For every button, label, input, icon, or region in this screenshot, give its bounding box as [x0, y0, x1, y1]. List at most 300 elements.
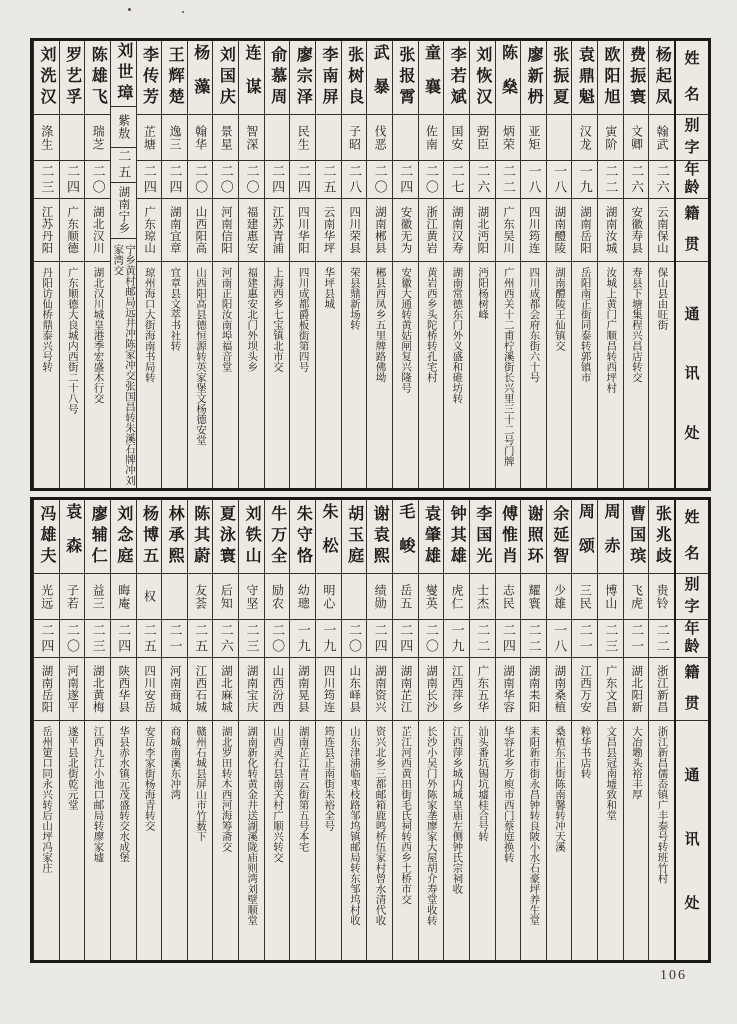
entry-address: 湖南醴陵王仙镇交 [553, 267, 565, 351]
entry-age: 二八 [347, 163, 362, 196]
entry-native-place: 广东吴川 [502, 206, 515, 254]
entry-name: 张兆歧 [653, 505, 671, 568]
entry-address: 寿县下塘集程兴昌店转交 [630, 267, 642, 383]
entry-age: 二四 [64, 163, 80, 196]
entry-age: 二一 [167, 622, 183, 655]
entry-name: 刘念庭 [114, 505, 132, 568]
entry-column [341, 41, 367, 488]
entry-address: 福建惠安北门外坝头乡 [246, 267, 258, 372]
entry-native-place: 江西万安 [578, 665, 591, 713]
entry-name: 费振寰 [627, 46, 645, 109]
entry-name: 冯雄夫 [37, 505, 55, 568]
entry-courtesy-name: 弼臣 [475, 124, 490, 151]
entry-column [392, 41, 418, 488]
entry-name: 刘洗汉 [37, 46, 55, 109]
entry-column [212, 41, 238, 488]
entry-native-place: 江苏丹阳 [40, 206, 53, 254]
entry-courtesy-name: 飞虎 [629, 583, 644, 610]
directory-table-bottom [30, 497, 711, 963]
entry-column [84, 500, 110, 960]
entry-courtesy-name: 佐南 [424, 124, 439, 151]
entry-name: 袁鼎魁 [576, 46, 594, 109]
entry-courtesy-name: 汉龙 [578, 124, 593, 151]
entry-column [136, 41, 162, 488]
entry-native-place: 湖南芷江 [399, 665, 412, 713]
entry-column [161, 500, 187, 960]
entry-name: 李若斌 [448, 46, 466, 109]
entry-address: 丹阳访仙桥鼎泰兴号转 [41, 267, 53, 372]
header-native-place: 籍 贯 [676, 658, 708, 721]
entry-native-place: 四川筠连 [527, 206, 540, 254]
entry-column [648, 41, 674, 488]
entry-native-place: 湖南汝城 [604, 206, 617, 254]
entry-courtesy-name: 紫敖 [116, 114, 131, 141]
entry-native-place: 浙江新昌 [655, 665, 668, 713]
entry-age: 一九 [321, 622, 337, 655]
entry-age: 二二 [654, 622, 670, 655]
header-address: 通 讯 处 [684, 768, 700, 912]
directory-table-top [30, 38, 711, 491]
entry-native-place: 湖南宜章 [168, 206, 181, 254]
entry-address: 赣州石城县屏山市竹薮下 [195, 726, 207, 842]
entry-name: 毛峻 [396, 502, 414, 571]
entry-column [623, 500, 649, 960]
entry-courtesy-name: 士杰 [475, 583, 490, 610]
entry-courtesy-name: 耀寰 [526, 583, 541, 610]
entry-column [33, 41, 59, 488]
entry-native-place: 云南华坪 [322, 206, 335, 254]
entry-name: 牛万全 [268, 505, 286, 568]
entry-native-place: 湖南宝庆 [245, 665, 258, 713]
entry-age: 一八 [552, 163, 568, 196]
entry-native-place: 河南信阳 [219, 206, 232, 254]
entry-age: 二〇 [193, 163, 209, 196]
entry-native-place: 湖南醴陵 [553, 206, 566, 254]
entry-courtesy-name: 逸三 [167, 124, 182, 151]
header-column [674, 41, 708, 488]
entry-age: 二六 [629, 163, 645, 196]
entry-native-place: 山东峄县 [348, 665, 361, 713]
entry-address: 华县赤水镇元茂盛转交水成堡 [118, 726, 130, 863]
entry-native-place: 湖南长沙 [425, 665, 438, 713]
entry-column [520, 41, 546, 488]
entry-courtesy-name: 绩勋 [373, 583, 388, 610]
entry-name: 周颂 [576, 502, 594, 571]
entry-age: 二四 [398, 163, 414, 196]
entry-name: 谢照环 [525, 505, 543, 568]
entry-column [366, 41, 392, 488]
entry-age: 二〇 [423, 163, 439, 196]
entry-native-place: 广东五华 [476, 665, 489, 713]
entry-age: 二四 [39, 622, 55, 655]
entry-column [546, 500, 572, 960]
entry-native-place: 河南遂平 [66, 665, 79, 713]
entry-address: 长沙小吴门外陈家垄廖家大屋胡介寿堂收转 [425, 726, 437, 926]
entry-address: 岳州筻口同永兴转后山坪冯家庄 [41, 726, 53, 873]
entry-native-place: 湖南耒阳 [527, 665, 540, 713]
entry-courtesy-name: 明心 [321, 583, 336, 610]
entry-native-place: 浙江黄岩 [425, 206, 438, 254]
entry-name: 武暴 [371, 43, 389, 112]
entry-age: 二四 [398, 622, 414, 655]
entry-column [571, 41, 597, 488]
entry-age: 二〇 [270, 622, 286, 655]
header-column [674, 500, 708, 960]
entry-courtesy-name: 子昭 [347, 124, 362, 151]
page-number: 106 [660, 968, 687, 983]
entry-courtesy-name: 益三 [91, 583, 106, 610]
entry-address: 保山县由旺街 [656, 267, 668, 330]
entry-address: 安岳李家街杨海青转交 [143, 726, 155, 831]
entry-name: 廖新枬 [525, 46, 543, 109]
entry-address: 耒阳新市街永昌钟转良陂小水石豪坪养生堂 [528, 726, 540, 926]
entry-age: 二三 [244, 622, 260, 655]
entry-native-place: 广东琼山 [143, 206, 156, 254]
entry-column [469, 500, 495, 960]
entry-courtesy-name: 燮英 [424, 583, 439, 610]
entry-name: 廖宗泽 [294, 46, 312, 109]
entry-courtesy-name: 子若 [65, 583, 80, 610]
entry-age: 二二 [526, 622, 542, 655]
entry-address: 四川成都会府东街六十号 [528, 267, 540, 383]
entry-name: 胡玉庭 [345, 505, 363, 568]
entry-courtesy-name: 岳五 [398, 583, 413, 610]
entry-native-place: 四川荣县 [348, 206, 361, 254]
entry-name: 余延智 [550, 505, 568, 568]
entry-age: 二三 [39, 163, 55, 196]
entry-column [597, 500, 623, 960]
entry-address: 桑植东正街陈南馨转冲天溪 [553, 726, 565, 852]
entry-address: 岳阳南正街同泰转郭镇市 [579, 267, 591, 383]
entry-age: 二四 [270, 163, 286, 196]
entry-courtesy-name: 文卿 [629, 124, 644, 151]
entry-address: 上海西乡七宝镇北市交 [271, 267, 283, 372]
entry-native-place: 湖南郴县 [373, 206, 386, 254]
entry-name: 曹国瑸 [627, 505, 645, 568]
entry-age: 一九 [449, 622, 465, 655]
header-native-place: 籍 贯 [676, 199, 708, 262]
entry-name: 袁肇雄 [422, 505, 440, 568]
scan-speck [182, 11, 184, 13]
entry-age: 二六 [475, 163, 491, 196]
entry-column [187, 500, 213, 960]
entry-courtesy-name: 后知 [219, 583, 234, 610]
entry-address: 沔阳杨树峰 [477, 267, 489, 320]
entry-native-place: 河南商城 [168, 665, 181, 713]
entry-column [33, 500, 59, 960]
entry-address: 粹华书店转 [579, 726, 591, 779]
entry-age: 二二 [500, 163, 516, 196]
entry-name: 罗艺孚 [63, 46, 81, 109]
entry-column [469, 41, 495, 488]
entry-name: 李国光 [473, 505, 491, 568]
entry-age: 二四 [295, 163, 311, 196]
entry-courtesy-name: 炳荣 [501, 124, 516, 151]
entry-name: 傅惟肖 [499, 505, 517, 568]
entry-name: 谢袁熙 [371, 505, 389, 568]
entry-age: 一八 [552, 622, 568, 655]
entry-courtesy-name: 友荟 [193, 583, 208, 610]
header-name: 姓 名 [676, 500, 708, 574]
entry-column [495, 500, 521, 960]
entry-address: 江西九江小池口邮局转廖家墟 [92, 726, 104, 863]
entry-age: 二〇 [372, 163, 388, 196]
entry-column [238, 41, 264, 488]
entry-native-place: 湖北阳新 [630, 665, 643, 713]
entry-native-place: 四川筠连 [322, 665, 335, 713]
entry-native-place: 湖南华容 [502, 665, 515, 713]
entry-column [136, 500, 162, 960]
entry-address: 遂平县北街乾元堂 [66, 726, 78, 810]
entry-address: 大冶墈头裕丰厚 [630, 726, 642, 800]
entry-address: 筠连县正南街朱裕全号 [323, 726, 335, 831]
entry-age: 二二 [603, 163, 619, 196]
entry-age: 二六 [654, 163, 670, 196]
entry-native-place: 四川华阳 [296, 206, 309, 254]
entry-address: 山西灵石县南关村广顺兴转交 [271, 726, 283, 863]
entry-name: 张报霄 [396, 46, 414, 109]
entry-name: 童襄 [422, 43, 440, 112]
entry-age: 一八 [526, 163, 542, 196]
entry-column [341, 500, 367, 960]
entry-courtesy-name: 翰华 [193, 124, 208, 151]
entry-native-place: 湖北汉川 [91, 206, 104, 254]
entry-courtesy-name: 守坚 [244, 583, 259, 610]
entry-age: 二〇 [218, 163, 234, 196]
entry-column [443, 500, 469, 960]
entry-courtesy-name: 权 [142, 590, 157, 603]
entry-native-place: 广东顺德 [66, 206, 79, 254]
entry-native-place: 广东文昌 [604, 665, 617, 713]
entry-name: 陈其蔚 [191, 505, 209, 568]
entry-column [315, 500, 341, 960]
entry-column [571, 500, 597, 960]
entry-age: 二〇 [90, 163, 106, 196]
entry-name: 欧阳旭 [602, 46, 620, 109]
entry-name: 刘国庆 [217, 46, 235, 109]
entry-age: 二四 [167, 163, 183, 196]
entry-column [520, 500, 546, 960]
entry-address: 山西阳高县德恒源转英家堡文杨德安堂 [195, 267, 207, 446]
entry-age: 二〇 [244, 163, 260, 196]
entry-native-place: 四川安岳 [143, 665, 156, 713]
entry-native-place: 江苏青浦 [271, 206, 284, 254]
entry-name: 王辉楚 [166, 46, 184, 109]
entry-address: 华坪县城 [323, 267, 335, 309]
entry-column [418, 500, 444, 960]
header-name: 姓 名 [676, 41, 708, 115]
entry-column [546, 41, 572, 488]
entry-native-place: 福建惠安 [245, 206, 258, 254]
entry-courtesy-name: 光远 [39, 583, 54, 610]
entry-address: 琼州海口大街海南书局转 [143, 267, 155, 383]
entry-address: 荣县鼎新场转 [348, 267, 360, 330]
entry-column [289, 500, 315, 960]
entry-address: 四川成都爵板街第四号 [297, 267, 309, 372]
entry-column [392, 500, 418, 960]
entry-courtesy-name: 景星 [219, 124, 234, 151]
entry-name: 刘恢汉 [473, 46, 491, 109]
entry-age: 二〇 [347, 622, 362, 655]
entry-age: 二三 [603, 622, 619, 655]
entry-courtesy-name: 博山 [603, 583, 618, 610]
entry-courtesy-name: 志民 [501, 583, 516, 610]
entry-age: 二六 [218, 622, 234, 655]
entry-courtesy-name: 瑞芝 [91, 124, 106, 151]
entry-name: 陈雄飞 [89, 46, 107, 109]
entry-address: 华容北乡万庾市西门蔡庭换转 [502, 726, 514, 863]
entry-native-place: 江西石城 [194, 665, 207, 713]
entry-name: 朱守恪 [294, 505, 312, 568]
entry-native-place: 湖南汉寿 [450, 206, 463, 254]
entry-column [161, 41, 187, 488]
entry-column [597, 41, 623, 488]
entry-address: 湖南芷江青云街第五号本宅 [297, 726, 309, 852]
entry-name: 朱松 [319, 502, 337, 571]
entry-address: 芷江河西黄田街毛氏祠转西乡土桥市交 [400, 726, 412, 905]
entry-native-place: 湖南岳阳 [40, 665, 53, 713]
entry-native-place: 湖南桑植 [553, 665, 566, 713]
entry-name: 刘铁山 [243, 505, 261, 568]
entry-column [264, 41, 290, 488]
entry-courtesy-name: 励农 [270, 583, 285, 610]
entry-native-place: 湖北麻城 [219, 665, 232, 713]
entry-age: 二五 [193, 622, 209, 655]
entry-column [289, 41, 315, 488]
header-courtesy-name: 别 字 [676, 115, 708, 161]
header-age: 年 龄 [676, 161, 708, 199]
entry-address: 安徽大通转黄姑闸复兴隆号 [400, 267, 412, 393]
entry-native-place: 云南保山 [655, 206, 668, 254]
entry-courtesy-name: 少雄 [552, 583, 567, 610]
entry-courtesy-name: 芷塘 [142, 124, 157, 151]
entry-column [366, 500, 392, 960]
entry-name: 李南屏 [319, 46, 337, 109]
entry-courtesy-name: 幼璁 [296, 583, 311, 610]
entry-native-place: 湖南晃县 [296, 665, 309, 713]
entry-age: 二二 [475, 622, 491, 655]
entry-address: 汝城上黄门广顺昌转西坪村 [605, 267, 617, 393]
entry-age: 二〇 [64, 622, 80, 655]
entry-column [315, 41, 341, 488]
entry-address: 文昌县冠南墟致和堂 [605, 726, 617, 821]
entry-column [59, 500, 85, 960]
entry-name: 杨博五 [140, 505, 158, 568]
entry-address: 广东顺德大良城内西街二十八号 [66, 267, 78, 414]
entry-courtesy-name: 国安 [450, 124, 465, 151]
entry-address: 郴县西凤乡五里牌路佛坳 [374, 267, 386, 383]
entry-column [264, 500, 290, 960]
entry-native-place: 湖南资兴 [373, 665, 386, 713]
entry-native-place: 山西汾西 [271, 665, 284, 713]
entry-age: 一九 [295, 622, 311, 655]
entry-column [59, 41, 85, 488]
entry-address: 湖北汉川城皇港季宏盛木行交 [92, 267, 104, 404]
entry-address: 商城南溪东冲湾 [169, 726, 181, 800]
entry-native-place: 湖南岳阳 [578, 206, 591, 254]
entry-address: 浙江新昌儒岙镇广丰泰号转班竹村 [656, 726, 668, 884]
header-courtesy-name: 别 字 [676, 574, 708, 620]
entry-age: 二四 [116, 622, 132, 655]
entry-column [443, 41, 469, 488]
entry-native-place: 安徽寿县 [630, 206, 643, 254]
entry-address: 资兴北乡三都邮箱鹿鸣桥伍家村曾水清代收 [374, 726, 386, 926]
entry-courtesy-name: 虎仁 [450, 583, 465, 610]
entry-age: 二五 [141, 622, 157, 655]
entry-name: 连谋 [243, 43, 261, 112]
entry-name: 杨起凤 [653, 46, 671, 109]
entry-column [648, 500, 674, 960]
entry-name: 夏泳寰 [217, 505, 235, 568]
entry-courtesy-name: 晦庵 [116, 583, 131, 610]
entry-address: 广州西关十二甫柠溪街长兴里三十二号门牌 [502, 267, 514, 467]
entry-name: 廖辅仁 [89, 505, 107, 568]
entry-native-place: 山西阳高 [194, 206, 207, 254]
entry-courtesy-name: 智深 [244, 124, 259, 151]
entry-name: 袁森 [63, 502, 81, 571]
entry-name: 林承熙 [166, 505, 184, 568]
entry-address: 湖南常德东门外义盛和碓坊转 [451, 267, 463, 404]
scan-speck [128, 8, 131, 11]
entry-age: 一九 [577, 163, 593, 196]
entry-age: 二五 [116, 149, 132, 181]
entry-column [212, 500, 238, 960]
entry-address: 宜章县文萃书社转 [169, 267, 181, 351]
entry-age: 二四 [141, 163, 157, 196]
entry-name: 俞慕周 [268, 46, 286, 109]
entry-courtesy-name: 寅阶 [603, 124, 618, 151]
entry-native-place: 陕西华县 [117, 665, 130, 713]
entry-name: 李传芳 [140, 46, 158, 109]
entry-native-place: 安徽无为 [399, 206, 412, 254]
entry-courtesy-name: 贵铃 [655, 583, 670, 610]
entry-address: 汕头番坑锡坑墟桂合号转 [477, 726, 489, 842]
entry-age: 二〇 [423, 622, 439, 655]
entry-column [187, 41, 213, 488]
entry-column [238, 500, 264, 960]
entry-column [84, 41, 110, 488]
entry-courtesy-name: 伐恶 [373, 124, 388, 151]
entry-courtesy-name: 涤生 [39, 124, 54, 151]
entry-age: 二七 [449, 163, 465, 196]
entry-native-place: 湖北沔阳 [476, 206, 489, 254]
entry-column [110, 500, 136, 960]
header-age: 年 龄 [676, 620, 708, 658]
entry-name: 周赤 [602, 502, 620, 571]
entry-courtesy-name: 民生 [296, 124, 311, 151]
entry-address: 湖南新化转黄金井送湖溪陇庙则湾刘壁顺堂 [246, 726, 258, 926]
entry-name: 钟其雄 [448, 505, 466, 568]
entry-age: 二五 [321, 163, 337, 196]
entry-name: 张振夏 [550, 46, 568, 109]
entry-native-place: 湖北黄梅 [91, 665, 104, 713]
entry-column [110, 41, 136, 488]
entry-courtesy-name: 翰武 [655, 124, 670, 151]
entry-address: 黄岩西乡头陀桥转孔宅村 [425, 267, 437, 383]
entry-name: 杨藻 [191, 43, 209, 112]
entry-courtesy-name: 三民 [578, 583, 593, 610]
entry-address: 江西萍乡城内城皇庙左侧钟氏宗祠收 [451, 726, 463, 894]
entry-name: 张树良 [345, 46, 363, 109]
entry-column [495, 41, 521, 488]
entry-age: 二三 [90, 622, 106, 655]
entry-name: 刘世璋 [114, 42, 132, 106]
entry-column [418, 41, 444, 488]
entry-native-place: 湖南宁乡 [117, 186, 130, 235]
entry-age: 二一 [629, 622, 645, 655]
entry-age: 二一 [577, 622, 593, 655]
header-address: 通 讯 处 [684, 307, 700, 442]
